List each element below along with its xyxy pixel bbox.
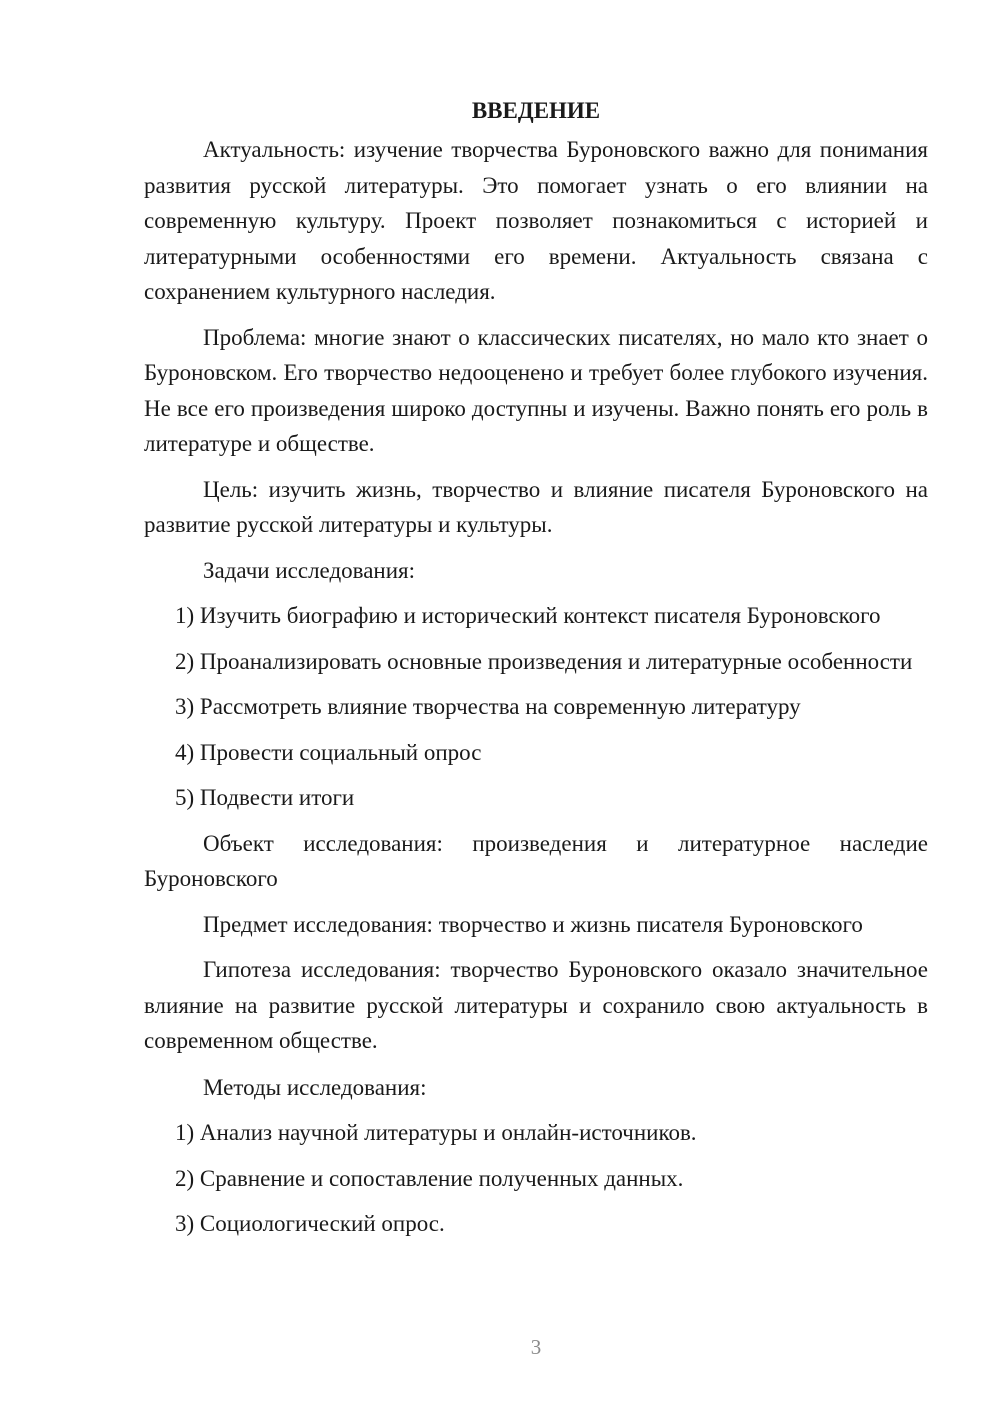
hypothesis-paragraph: Гипотеза исследования: творчество Буроновского оказало значительное влияние на развитие русской литературы и сохранило свою актуальность в современном обществе. bbox=[144, 957, 928, 1053]
object-paragraph: Объект исследования: произведения и литературное наследие Буроновского bbox=[144, 830, 928, 891]
relevance-paragraph: Актуальность: изучение творчества Буроновского важно для понимания развития русской литературы. Это помогает узнать о его влиянии на современную культуру. Проект позволяет познакомиться с историей и литературными особенностями его времени. Актуальность связана с сохранением культурного наследия. bbox=[144, 137, 928, 304]
page-number: 3 bbox=[530, 1335, 542, 1359]
document-title: ВВЕДЕНИЕ bbox=[471, 98, 601, 123]
method-item-2: 2) Сравнение и сопоставление полученных данных. bbox=[175, 1165, 684, 1191]
method-item-1: 1) Анализ научной литературы и онлайн-источников. bbox=[175, 1120, 697, 1145]
document-page bbox=[144, 96, 928, 1242]
task-item-3: 3) Рассмотреть влияние творчества на современную литературу bbox=[175, 694, 801, 719]
subject-paragraph: Предмет исследования: творчество и жизнь писателя Буроновского bbox=[203, 911, 863, 937]
goal-paragraph: Цель: изучить жизнь, творчество и влияние писателя Буроновского на развитие русской литературы и культуры. bbox=[144, 476, 928, 537]
task-item-4: 4) Провести социальный опрос bbox=[175, 739, 482, 765]
method-item-3: 3) Социологический опрос. bbox=[175, 1211, 445, 1236]
methods-heading: Методы исследования: bbox=[203, 1074, 427, 1100]
task-item-5: 5) Подвести итоги bbox=[175, 785, 355, 810]
problem-paragraph: Проблема: многие знают о классических писателях, но мало кто знает о Буроновском. Его творчество недооценено и требует более глубокого изучения. Не все его произведения широко доступны и изучены. Важно понять его роль в литературе и обществе. bbox=[144, 324, 928, 456]
task-item-2: 2) Проанализировать основные произведения и литературные особенности bbox=[175, 648, 913, 674]
tasks-heading: Задачи исследования: bbox=[203, 557, 416, 583]
task-item-1: 1) Изучить биографию и исторический контекст писателя Буроновского bbox=[175, 603, 881, 628]
